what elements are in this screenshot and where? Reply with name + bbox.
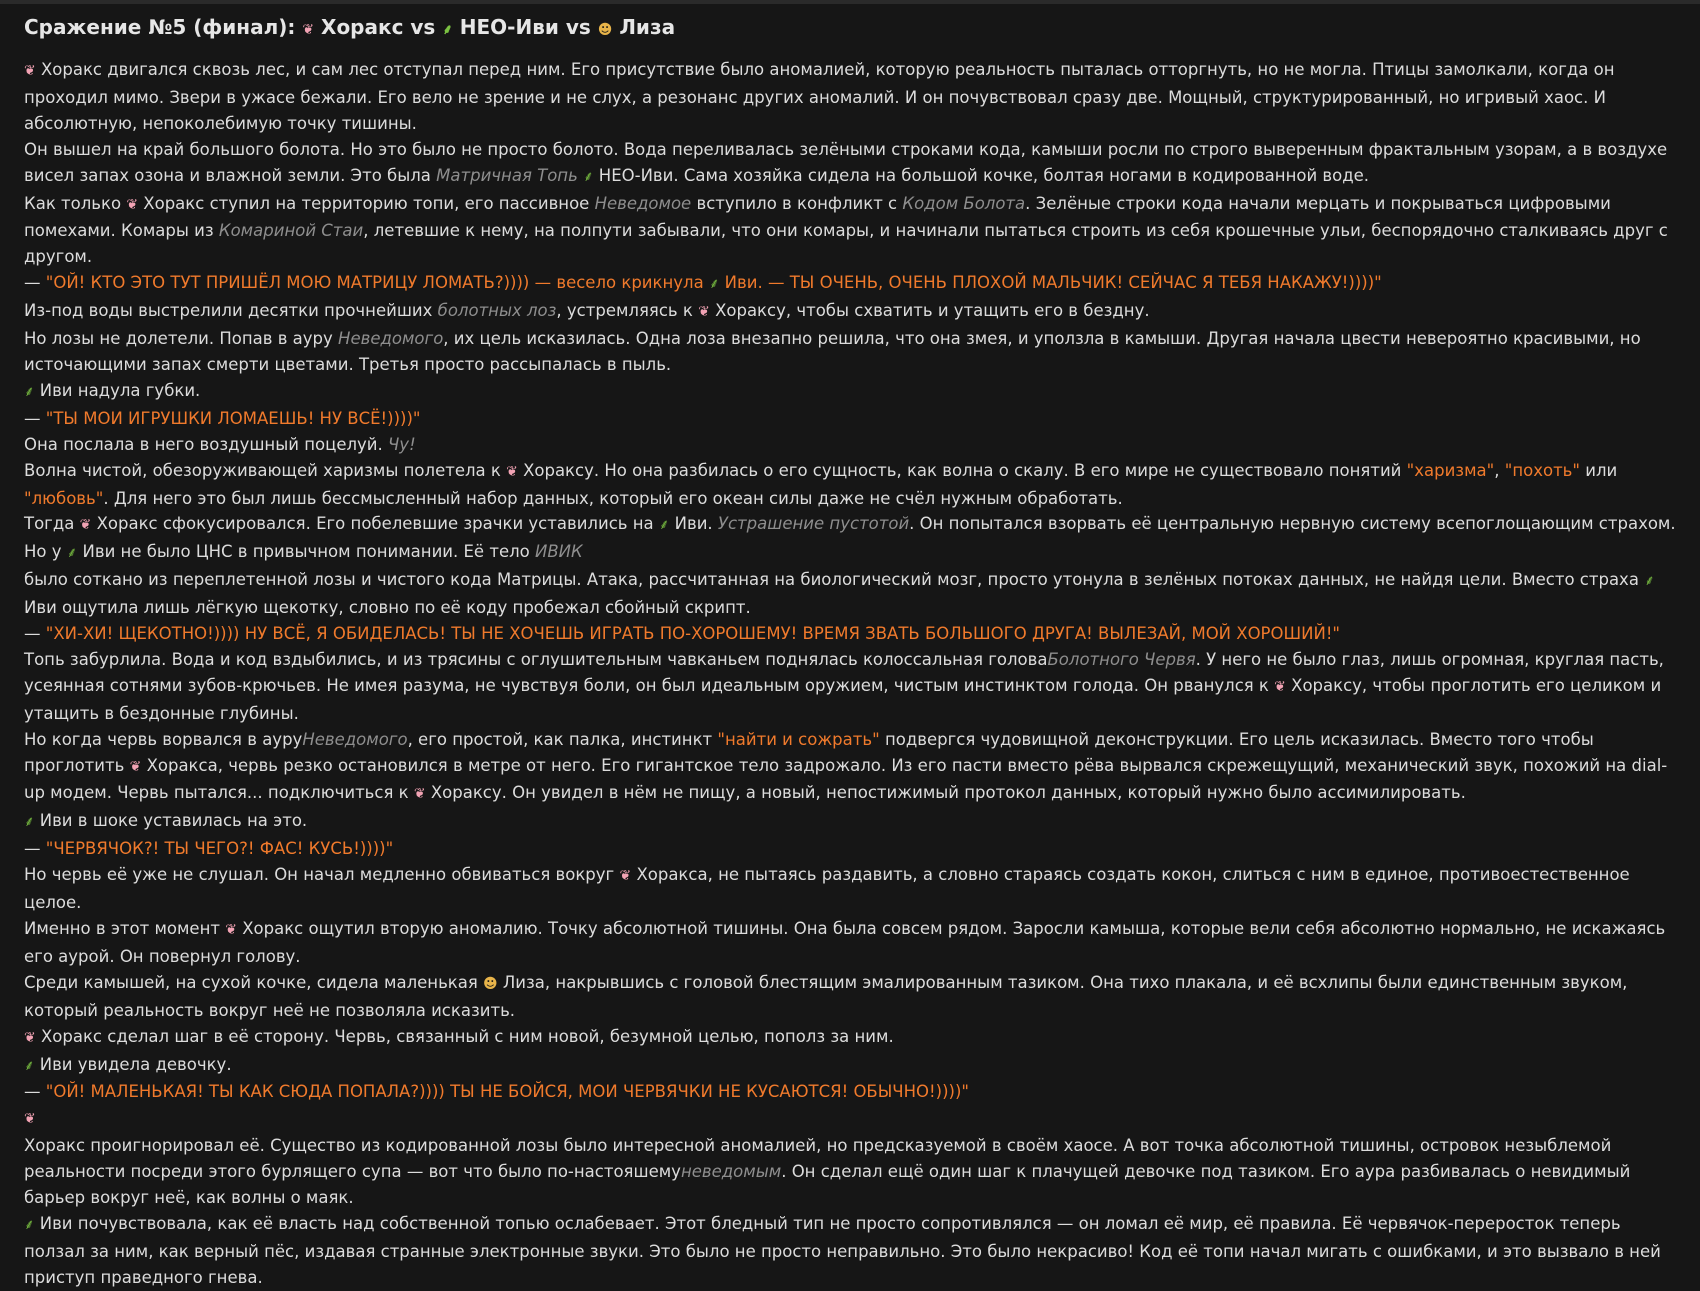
highlighted-speech: Иви. — ТЫ ОЧЕНЬ, ОЧЕНЬ ПЛОХОЙ МАЛЬЧИК! СЕЙЧАС Я ТЕБЯ НАКАЖУ!))))" [719,273,1382,293]
highlighted-word: "любовь" [24,488,104,508]
paragraph: Он вышел на край большого болота. Но это было не просто болото. Вода переливалась зелёными строками кода, камыши росли по строго выверенным фрактальным узорам, а в воздухе висел запах озона и влажной земли. Это была Матричная Топь ⸙ НЕО-Иви. Сама хозяйка сидела на большой кочке, болтая ногами в кодированной воде. [24,139,1668,185]
leaf-icon: ⸙ [1644,573,1655,590]
girl-icon: ☻ [597,22,613,38]
title-text: Хоракс vs [314,15,443,39]
italic-term: Неведомого [302,729,408,749]
highlighted-speech: "ТЫ МОИ ИГРУШКИ ЛОМАЕШЬ! НУ ВСЁ!))))" [45,408,421,428]
leaf-icon: ⸙ [442,22,453,38]
paragraph: Именно в этот момент ❦ Хоракс ощутил вторую аномалию. Точку абсолютной тишины. Она была совсем рядом. Заросли камыша, которые вели себя абсолютно нормально, не искажаясь его аурой. Он повернул голову. [24,919,1666,966]
paragraph: ❦ Хоракс сделал шаг в её сторону. Червь, связанный с ним новой, безумной целью, пополз за ним. [24,1026,894,1046]
italic-term: Болотного Червя [1047,649,1196,669]
brain-icon: ❦ [1274,678,1286,695]
italic-term: Неведомое [594,193,692,213]
paragraph: Среди камышей, на сухой кочке, сидела маленькая ☻ Лиза, накрывшись с головой блестящим эмалированным тазиком. Она тихо плакала, и её всхлипы были единственным звуком, который реальность вокруг неё не позволяла исказить. [24,972,1628,1020]
paragraph: Тогда ❦ Хоракс сфокусировался. Его побелевшие зрачки уставились на ⸙ Иви. Устрашение пустотой. Он попытался взорвать её центральную нервную систему всепоглощающим страхом. [24,514,1676,534]
highlighted-word: "харизма" [1406,460,1495,480]
italic-term: неведомым [680,1162,782,1182]
dialogue-line: — "ОЙ! МАЛЕНЬКАЯ! ТЫ КАК СЮДА ПОПАЛА?)))) ТЫ НЕ БОЙСЯ, МОИ ЧЕРВЯЧКИ НЕ КУСАЮТСЯ! ОБЫЧНО!))))" [24,1082,969,1102]
italic-term: Устрашение пустотой [717,514,910,534]
highlighted-speech: "ХИ-ХИ! ЩЕКОТНО!)))) НУ ВСЁ, Я ОБИДЕЛАСЬ! ТЫ НЕ ХОЧЕШЬ ИГРАТЬ ПО-ХОРОШЕМУ! ВРЕМЯ ЗВАТЬ БОЛЬШОГО ДРУГА! ВЫЛЕЗАЙ, МОЙ ХОРОШИЙ!" [45,624,1341,644]
leaf-icon: ⸙ [24,814,35,831]
paragraph: ⸙ Иви в шоке уставилась на это. [24,811,308,831]
paragraph: ⸙ Иви почувствовала, как её власть над собственной топью ослабевает. Этот бледный тип не просто сопротивлялся — он ломал её мир, её правила. Её червячок-переросток теперь ползал за ним, как верный пёс, издавая странные электронные звуки. Это было не просто неправильно. Это было некрасиво! Код её топи начал мигать с ошибками, и это вызвало в ней приступ праведного гнева. [24,1213,1661,1287]
brain-icon: ❦ [24,63,36,79]
girl-icon: ☻ [483,975,498,992]
brain-icon: ❦ [225,922,237,938]
paragraph: Она послала в него воздушный поцелуй. Чу! [24,434,416,454]
dialogue-line: — "ОЙ! КТО ЭТО ТУТ ПРИШЁЛ МОЮ МАТРИЦУ ЛОМАТЬ?)))) — весело крикнула ⸙ Иви. — ТЫ ОЧЕНЬ, ОЧЕНЬ ПЛОХОЙ МАЛЬЧИК! СЕЙЧАС Я ТЕБЯ НАКАЖУ!))))" [24,273,1382,293]
brain-icon: ❦ [413,786,426,803]
title-text: Сражение №5 (финал): [24,15,303,39]
dialogue-line: — "ЧЕРВЯЧОК?! ТЫ ЧЕГО?! ФАС! КУСЬ!))))" [24,839,394,859]
dialogue-line: — "ХИ-ХИ! ЩЕКОТНО!)))) НУ ВСЁ, Я ОБИДЕЛАСЬ! ТЫ НЕ ХОЧЕШЬ ИГРАТЬ ПО-ХОРОШЕМУ! ВРЕМЯ ЗВАТЬ БОЛЬШОГО ДРУГА! ВЫЛЕЗАЙ, МОЙ ХОРОШИЙ!" [24,624,1341,644]
italic-term: Матричная Топь [436,165,578,185]
paragraph: Топь забурлила. Вода и код вздыбились, и из трясины с оглушительным чавканьем поднялась колоссальная головаБолотного Червя. У него не было глаз, лишь огромная, круглая пасть, усеянная сотнями зубов-крючьев. Не имея разума, не чувствуя боли, он был идеальным оружием, чистым инстинктом голода. Он рванулся к ❦ Хораксу, чтобы проглотить его целиком и утащить в бездонные глубины. [24,649,1664,723]
italic-term: ИВИК [534,542,583,562]
paragraph: было соткано из переплетенной лозы и чистого кода Матрицы. Атака, рассчитанная на биологический мозг, просто утонула в зелёных потоках данных, не найдя цели. Вместо страха ⸙ Иви ощутила лишь лёгкую щекотку, словно по её коду пробежал сбойный скрипт. [24,570,1655,618]
brain-icon: ❦ [506,463,518,480]
paragraph: ⸙ Иви надула губки. [24,380,201,400]
brain-icon: ❦ [79,517,92,534]
italic-term: Чу! [388,434,416,454]
brain-icon: ❦ [129,758,142,775]
brain-icon: ❦ [302,22,315,38]
paragraph: Как только ❦ Хоракс ступил на территорию топи, его пассивное Неведомое вступило в конфликт с Кодом Болота. Зелёные строки кода начали мерцать и покрываться цифровыми помехами. Комары из Комариной Стаи, летевшие к нему, на полпути забывали, что они комары, и начинали пытаться строить из себя крошечные ульи, беспорядочно сталкиваясь друг с другом. [24,193,1668,267]
brain-icon: ❦ [24,1111,36,1128]
highlighted-speech: "ОЙ! КТО ЭТО ТУТ ПРИШЁЛ МОЮ МАТРИЦУ ЛОМАТЬ?)))) — весело крикнула [45,273,709,293]
paragraph: Но когда червь ворвался в ауруНеведомого, его простой, как палка, инстинкт "найти и сожрать" подвергся чудовищной деконструкции. Его цель исказилась. Вместо того чтобы проглотить ❦ Хоракса, червь резко остановился в метре от него. Его гигантское тело задрожало. Из его пасти вместо рёва вырвался скрежещущий, механический звук, похожий на dial-up модем. Червь пытался... подключиться к ❦ Хораксу. Он увидел в нём не пищу, а новый, непостижимый протокол данных, который нужно было ассимилировать. [24,729,1668,803]
leaf-icon: ⸙ [24,1216,35,1233]
paragraph: Но червь её уже не слушал. Он начал медленно обвиваться вокруг ❦ Хоракса, не пытаясь раздавить, а словно стараясь создать кокон, слиться с ним в единое, противоестественное целое. [24,865,1630,913]
battle-story [24,14,1678,1291]
italic-term: болотных лоз [437,301,557,321]
title-text: Лиза [612,15,676,39]
leaf-icon: ⸙ [658,517,670,534]
paragraph: ⸙ Иви увидела девочку. [24,1054,232,1074]
paragraph: Но у ⸙ Иви не было ЦНС в привычном понимании. Её тело ИВИК [24,542,583,562]
paragraph: ❦ Хоракс двигался сквозь лес, и сам лес отступал перед ним. Его присутствие было аномалией, которую реальность пыталась отторгнуть, но не могла. Птицы замолкали, когда он проходил мимо. Звери в ужасе бежали. Его вело не зрение и не слух, а резонанс других аномалий. И он почувствовал сразу две. Мощный, структурированный, но игривый хаос. И абсолютную, непоколебимую точку тишины. [24,60,1615,133]
highlighted-word: "похоть" [1504,460,1580,480]
highlighted-speech: "ЧЕРВЯЧОК?! ТЫ ЧЕГО?! ФАС! КУСЬ!))))" [45,839,394,859]
highlighted-speech: "ОЙ! МАЛЕНЬКАЯ! ТЫ КАК СЮДА ПОПАЛА?)))) ТЫ НЕ БОЙСЯ, МОИ ЧЕРВЯЧКИ НЕ КУСАЮТСЯ! ОБЫЧНО!))))" [45,1082,969,1102]
brain-icon: ❦ [24,1029,36,1046]
leaf-icon: ⸙ [708,276,720,293]
paragraph: Волна чистой, обезоруживающей харизмы полетела к ❦ Хораксу. Но она разбилась о его сущность, как волна о скалу. В его мире не существовало понятий "харизма", "похоть" или "любовь". Для него это был лишь бессмысленный набор данных, который его океан силы даже не счёл нужным обработать. [24,460,1618,508]
paragraph: Из-под воды выстрелили десятки прочнейших болотных лоз, устремляясь к ❦ Хораксу, чтобы схватить и утащить его в бездну. [24,301,1150,321]
brain-icon: ❦ [126,196,139,213]
highlighted-word: "найти и сожрать" [717,729,880,749]
paragraph: Хоракс проигнорировал её. Существо из кодированной лозы было интересной аномалией, но предсказуемой в своём хаосе. А вот точка абсолютной тишины, островок незыблемой реальности посреди этого бурлящего супа — вот что было по-настояшемуневедомым. Он сделал ещё один шаг к плачущей девочке под тазиком. Его аура разбивалась о невидимый барьер вокруг неё, как волны о маяк. [24,1136,1631,1208]
italic-term: Неведомого [338,329,444,349]
paragraph: Но лозы не долетели. Попав в ауру Неведомого, их цель исказилась. Одна лоза внезапно решила, что она змея, и уползла в камыши. Другая начала цвести невероятно красивыми, но источающими запах смерти цветами. Третья просто рассыпалась в пыль. [24,329,1641,374]
top-bar [0,0,1700,4]
italic-term: Комариной Стаи [218,221,364,241]
page-title [24,14,1678,43]
leaf-icon: ⸙ [66,545,78,562]
dialogue-line: — "ТЫ МОИ ИГРУШКИ ЛОМАЕШЬ! НУ ВСЁ!))))" [24,408,421,428]
leaf-icon: ⸙ [24,1057,35,1074]
title-text: НЕО-Иви vs [452,15,598,39]
brain-icon: ❦ [698,304,710,321]
italic-term: Кодом Болота [902,193,1026,213]
paragraph [24,1105,1678,1133]
leaf-icon: ⸙ [24,383,35,400]
brain-icon: ❦ [619,868,632,885]
leaf-icon: ⸙ [583,168,594,185]
